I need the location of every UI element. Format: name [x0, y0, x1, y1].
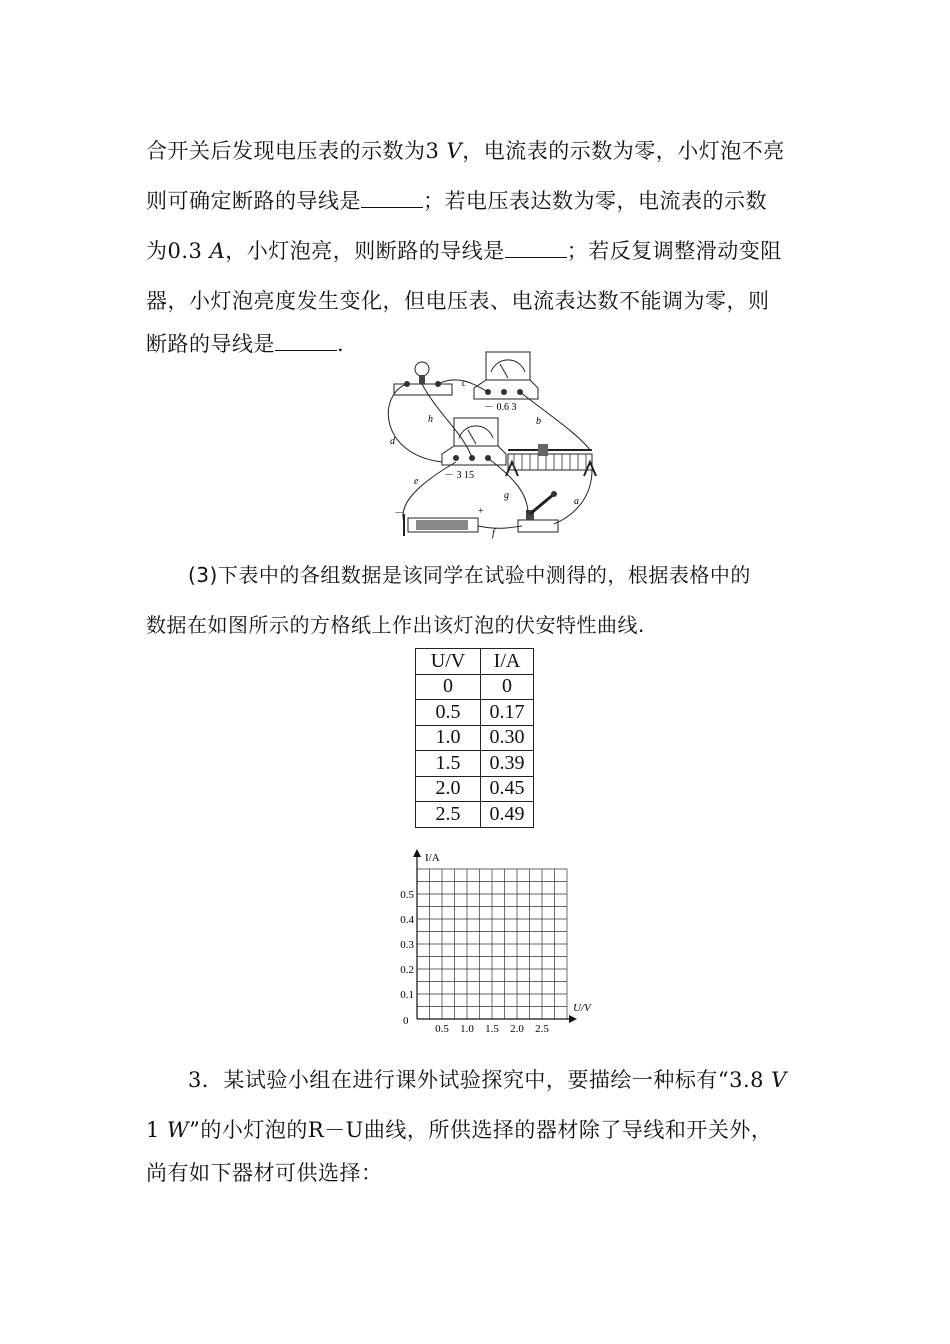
- text-line: [146, 276, 806, 326]
- problem2-text: [146, 126, 806, 362]
- origin-label: 0: [403, 1015, 409, 1027]
- text-line: [146, 1105, 806, 1155]
- unit-v: V: [446, 139, 463, 163]
- wire-label-f: f: [492, 528, 495, 539]
- table-cell: 0: [416, 674, 481, 700]
- table-cell: 1.0: [416, 725, 481, 751]
- grid-lines: [417, 869, 567, 1019]
- x-tick-label: 2.5: [535, 1023, 549, 1035]
- battery-minus-label: －: [394, 508, 404, 519]
- text-span: 合开关后发现电压表的示数为3: [146, 139, 447, 163]
- text-span: 为0.3: [146, 239, 210, 263]
- text-line: 数据在如图所示的方格纸上作出该灯泡的伏安特性曲线.: [146, 613, 645, 637]
- table-cell: 0: [481, 674, 534, 700]
- table-cell: 0.17: [481, 700, 534, 726]
- wire-label-g: g: [504, 490, 509, 501]
- battery-icon: [404, 514, 478, 536]
- text-span: 断路的导线是: [146, 332, 275, 356]
- text-span: 器，小灯泡亮度发生变化，但电压表、电流表达数不能调为零，则: [146, 289, 770, 313]
- answer-blank[interactable]: [275, 334, 337, 351]
- table-cell: 0.5: [416, 700, 481, 726]
- bulb-icon: [394, 362, 452, 395]
- text-line: [146, 1055, 806, 1105]
- graph-paper: [395, 845, 605, 1035]
- answer-blank[interactable]: [505, 241, 567, 258]
- voltmeter-terminal-labels: － 3 15: [444, 470, 474, 481]
- rheostat-icon: [506, 444, 596, 476]
- table-header: U/V: [416, 649, 481, 675]
- ammeter-icon: [474, 352, 538, 399]
- unit-w: W: [167, 1118, 190, 1142]
- y-axis-arrow-icon: [413, 849, 421, 857]
- unit-a: A: [209, 239, 226, 263]
- part3-text: [146, 550, 806, 650]
- text-line: (3)下表中的各组数据是该同学在试验中测得的，根据表格中的: [188, 563, 751, 587]
- y-tick-label: 0.4: [400, 914, 414, 926]
- text-span: 则可确定断路的导线是: [146, 189, 361, 213]
- y-tick-label: 0.5: [400, 889, 414, 901]
- table-cell: 0.39: [481, 751, 534, 777]
- battery-plus-label: +: [478, 506, 484, 517]
- ammeter-terminal-labels: － 0.6 3: [484, 402, 517, 413]
- table-row: [416, 674, 534, 700]
- table-header-row: [416, 649, 534, 675]
- unit-v: V: [771, 1068, 787, 1092]
- wire-label-a: a: [574, 496, 579, 507]
- text-span: ，小灯泡亮，则断路的导线是: [225, 239, 505, 263]
- y-tick-labels: [400, 889, 414, 1001]
- data-table: [415, 648, 534, 828]
- y-tick-label: 0.2: [400, 964, 414, 976]
- wire-label-e: e: [414, 476, 419, 487]
- x-tick-label: 2.0: [510, 1023, 524, 1035]
- wire-label-h: h: [428, 414, 433, 425]
- x-axis-arrow-icon: [569, 1015, 577, 1023]
- text-span: ；若反复调整滑动变阻: [566, 239, 782, 263]
- text-span: ，电流表的示数为零，小灯泡不亮: [462, 139, 785, 163]
- table-row: [416, 751, 534, 777]
- x-tick-label: 1.0: [460, 1023, 474, 1035]
- y-tick-label: 0.1: [400, 989, 414, 1001]
- table-cell: 1.5: [416, 751, 481, 777]
- x-tick-labels: [435, 1023, 549, 1035]
- wire-label-d: d: [390, 436, 395, 447]
- y-axis-label: I/A: [425, 852, 440, 864]
- wire-label-c: c: [462, 378, 467, 389]
- text-line: [146, 126, 806, 176]
- answer-blank[interactable]: [361, 191, 423, 208]
- table-header: I/A: [481, 649, 534, 675]
- text-span: ；若电压表达数为零，电流表的示数: [423, 189, 767, 213]
- table-cell: 2.0: [416, 776, 481, 802]
- text-span: ”的小灯泡的R－U曲线，所供选择的器材除了导线和开关外，: [189, 1118, 773, 1142]
- table-row: [416, 725, 534, 751]
- text-span: 3．某试验小组在进行课外试验探究中，要描绘一种标有“3.8: [188, 1068, 772, 1092]
- table-row: [416, 776, 534, 802]
- x-tick-label: 1.5: [485, 1023, 499, 1035]
- text-span: 1: [146, 1118, 168, 1142]
- y-tick-label: 0.3: [400, 939, 414, 951]
- text-line: [146, 176, 806, 226]
- table-cell: 0.30: [481, 725, 534, 751]
- table-row: [416, 700, 534, 726]
- circuit-diagram: [378, 344, 618, 540]
- table-cell: 2.5: [416, 802, 481, 828]
- wire-label-b: b: [536, 416, 541, 427]
- table-cell: 0.45: [481, 776, 534, 802]
- text-line: 尚有如下器材可供选择：: [146, 1161, 383, 1185]
- table-row: [416, 802, 534, 828]
- table-cell: 0.49: [481, 802, 534, 828]
- problem3-text: [146, 1055, 806, 1191]
- text-span: .: [337, 332, 345, 356]
- x-axis-label: U/V: [573, 1002, 591, 1014]
- x-tick-label: 0.5: [435, 1023, 449, 1035]
- text-line: [146, 226, 806, 276]
